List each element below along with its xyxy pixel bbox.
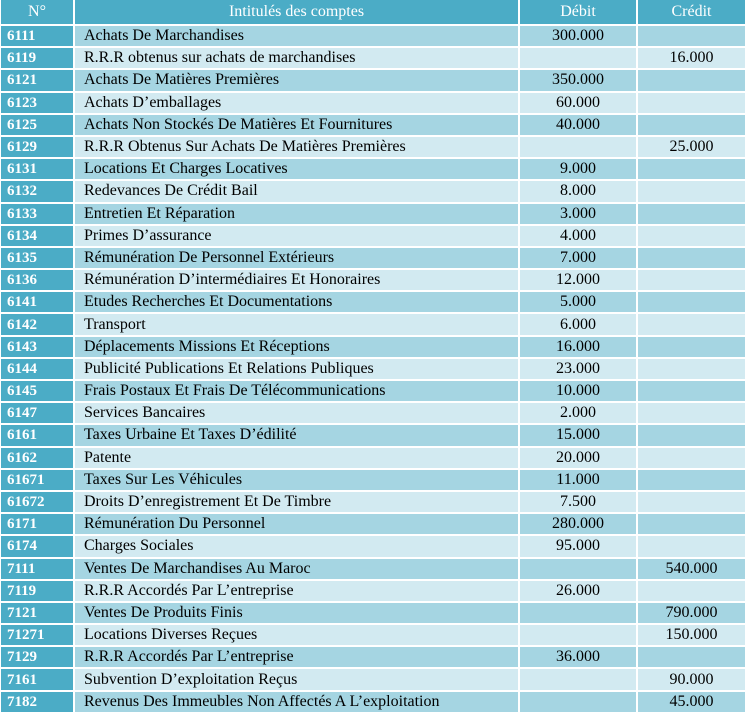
credit-cell xyxy=(637,424,745,446)
table-row xyxy=(1,447,745,469)
credit-cell: 150.000 xyxy=(637,624,745,646)
table-row xyxy=(1,69,745,91)
account-label-cell: R.R.R Accordés Par L’entreprise xyxy=(74,646,519,668)
account-label-cell: Achats D’emballages xyxy=(74,92,519,114)
table-body xyxy=(1,25,745,713)
account-label-cell: Etudes Recherches Et Documentations xyxy=(74,291,519,313)
debit-cell xyxy=(519,668,637,690)
debit-cell: 95.000 xyxy=(519,535,637,557)
table-row xyxy=(1,402,745,424)
table-row xyxy=(1,646,745,668)
account-number-cell: 6144 xyxy=(1,358,74,380)
account-number-cell: 6135 xyxy=(1,247,74,269)
credit-cell xyxy=(637,646,745,668)
credit-cell xyxy=(637,225,745,247)
table-row xyxy=(1,558,745,580)
debit-cell: 16.000 xyxy=(519,336,637,358)
account-number-cell: 71271 xyxy=(1,624,74,646)
credit-cell xyxy=(637,180,745,202)
debit-cell: 9.000 xyxy=(519,158,637,180)
credit-cell: 45.000 xyxy=(637,691,745,713)
table-row xyxy=(1,469,745,491)
table-row xyxy=(1,380,745,402)
account-label-cell: Entretien Et Réparation xyxy=(74,203,519,225)
account-number-cell: 61671 xyxy=(1,469,74,491)
account-label-cell: R.R.R Obtenus Sur Achats De Matières Premières xyxy=(74,136,519,158)
account-label-cell: Primes D’assurance xyxy=(74,225,519,247)
table-row xyxy=(1,180,745,202)
account-number-cell: 7129 xyxy=(1,646,74,668)
account-label-cell: R.R.R Accordés Par L’entreprise xyxy=(74,580,519,602)
account-label-cell: Taxes Urbaine Et Taxes D’édilité xyxy=(74,424,519,446)
account-label-cell: Locations Diverses Reçues xyxy=(74,624,519,646)
account-label-cell: Revenus Des Immeubles Non Affectés A L’exploitation xyxy=(74,691,519,713)
table-row xyxy=(1,225,745,247)
account-label-cell: Rémunération Du Personnel xyxy=(74,513,519,535)
account-number-cell: 6133 xyxy=(1,203,74,225)
credit-cell xyxy=(637,269,745,291)
header-credit: Crédit xyxy=(637,0,745,25)
credit-cell xyxy=(637,69,745,91)
debit-cell: 40.000 xyxy=(519,114,637,136)
credit-cell xyxy=(637,158,745,180)
table-row xyxy=(1,424,745,446)
debit-cell: 7.000 xyxy=(519,247,637,269)
table-row xyxy=(1,691,745,713)
debit-cell: 7.500 xyxy=(519,491,637,513)
credit-cell xyxy=(637,513,745,535)
debit-cell: 60.000 xyxy=(519,92,637,114)
header-label: Intitulés des comptes xyxy=(74,0,519,25)
account-number-cell: 7161 xyxy=(1,668,74,690)
table-row xyxy=(1,136,745,158)
table-row xyxy=(1,247,745,269)
credit-cell: 540.000 xyxy=(637,558,745,580)
header-row xyxy=(1,0,745,25)
account-number-cell: 7119 xyxy=(1,580,74,602)
account-number-cell: 7111 xyxy=(1,558,74,580)
debit-cell: 12.000 xyxy=(519,269,637,291)
credit-cell xyxy=(637,203,745,225)
credit-cell xyxy=(637,358,745,380)
debit-cell xyxy=(519,47,637,69)
header-debit: Débit xyxy=(519,0,637,25)
debit-cell: 26.000 xyxy=(519,580,637,602)
account-number-cell: 61672 xyxy=(1,491,74,513)
account-label-cell: R.R.R obtenus sur achats de marchandises xyxy=(74,47,519,69)
debit-cell: 20.000 xyxy=(519,447,637,469)
account-label-cell: Charges Sociales xyxy=(74,535,519,557)
table-row xyxy=(1,668,745,690)
account-label-cell: Redevances De Crédit Bail xyxy=(74,180,519,202)
debit-cell: 3.000 xyxy=(519,203,637,225)
account-number-cell: 7182 xyxy=(1,691,74,713)
account-label-cell: Patente xyxy=(74,447,519,469)
account-number-cell: 6125 xyxy=(1,114,74,136)
account-label-cell: Ventes De Marchandises Au Maroc xyxy=(74,558,519,580)
table-row xyxy=(1,358,745,380)
debit-cell: 15.000 xyxy=(519,424,637,446)
credit-cell xyxy=(637,580,745,602)
credit-cell xyxy=(637,247,745,269)
table-row xyxy=(1,602,745,624)
account-label-cell: Locations Et Charges Locatives xyxy=(74,158,519,180)
credit-cell xyxy=(637,313,745,335)
account-label-cell: Rémunération De Personnel Extérieurs xyxy=(74,247,519,269)
debit-cell: 4.000 xyxy=(519,225,637,247)
credit-cell xyxy=(637,114,745,136)
account-number-cell: 6171 xyxy=(1,513,74,535)
credit-cell xyxy=(637,447,745,469)
credit-cell xyxy=(637,535,745,557)
credit-cell: 16.000 xyxy=(637,47,745,69)
account-label-cell: Achats De Matières Premières xyxy=(74,69,519,91)
debit-cell xyxy=(519,136,637,158)
table-row xyxy=(1,624,745,646)
credit-cell xyxy=(637,380,745,402)
account-number-cell: 6143 xyxy=(1,336,74,358)
account-number-cell: 6134 xyxy=(1,225,74,247)
table-row xyxy=(1,491,745,513)
debit-cell: 280.000 xyxy=(519,513,637,535)
debit-cell: 350.000 xyxy=(519,69,637,91)
debit-cell: 8.000 xyxy=(519,180,637,202)
header-num: N° xyxy=(1,0,74,25)
debit-cell xyxy=(519,691,637,713)
debit-cell: 6.000 xyxy=(519,313,637,335)
table-row xyxy=(1,203,745,225)
account-number-cell: 6129 xyxy=(1,136,74,158)
credit-cell xyxy=(637,402,745,424)
account-number-cell: 6142 xyxy=(1,313,74,335)
account-number-cell: 6123 xyxy=(1,92,74,114)
account-number-cell: 6111 xyxy=(1,25,74,47)
account-number-cell: 6121 xyxy=(1,69,74,91)
account-number-cell: 6174 xyxy=(1,535,74,557)
account-number-cell: 7121 xyxy=(1,602,74,624)
table-row xyxy=(1,580,745,602)
credit-cell xyxy=(637,25,745,47)
account-label-cell: Achats De Marchandises xyxy=(74,25,519,47)
account-number-cell: 6145 xyxy=(1,380,74,402)
account-label-cell: Transport xyxy=(74,313,519,335)
account-label-cell: Publicité Publications Et Relations Publiques xyxy=(74,358,519,380)
table-row xyxy=(1,92,745,114)
credit-cell: 790.000 xyxy=(637,602,745,624)
account-number-cell: 6131 xyxy=(1,158,74,180)
credit-cell xyxy=(637,92,745,114)
account-number-cell: 6161 xyxy=(1,424,74,446)
table-row xyxy=(1,291,745,313)
account-label-cell: Rémunération D’intermédiaires Et Honoraires xyxy=(74,269,519,291)
table-row xyxy=(1,269,745,291)
debit-cell xyxy=(519,558,637,580)
account-number-cell: 6141 xyxy=(1,291,74,313)
account-label-cell: Déplacements Missions Et Réceptions xyxy=(74,336,519,358)
debit-cell: 10.000 xyxy=(519,380,637,402)
account-label-cell: Ventes De Produits Finis xyxy=(74,602,519,624)
table-row xyxy=(1,114,745,136)
account-label-cell: Droits D’enregistrement Et De Timbre xyxy=(74,491,519,513)
credit-cell: 90.000 xyxy=(637,668,745,690)
table-row xyxy=(1,513,745,535)
table-row xyxy=(1,535,745,557)
account-label-cell: Taxes Sur Les Véhicules xyxy=(74,469,519,491)
account-number-cell: 6162 xyxy=(1,447,74,469)
debit-cell xyxy=(519,624,637,646)
account-number-cell: 6132 xyxy=(1,180,74,202)
account-label-cell: Frais Postaux Et Frais De Télécommunications xyxy=(74,380,519,402)
credit-cell xyxy=(637,291,745,313)
account-number-cell: 6119 xyxy=(1,47,74,69)
table-row xyxy=(1,336,745,358)
credit-cell xyxy=(637,469,745,491)
debit-cell: 11.000 xyxy=(519,469,637,491)
debit-cell: 5.000 xyxy=(519,291,637,313)
account-number-cell: 6136 xyxy=(1,269,74,291)
account-number-cell: 6147 xyxy=(1,402,74,424)
debit-cell: 300.000 xyxy=(519,25,637,47)
debit-cell: 23.000 xyxy=(519,358,637,380)
credit-cell: 25.000 xyxy=(637,136,745,158)
table-row xyxy=(1,158,745,180)
table-row xyxy=(1,47,745,69)
accounts-table xyxy=(1,0,745,714)
table-row xyxy=(1,25,745,47)
credit-cell xyxy=(637,336,745,358)
account-label-cell: Achats Non Stockés De Matières Et Fournitures xyxy=(74,114,519,136)
debit-cell xyxy=(519,602,637,624)
account-label-cell: Services Bancaires xyxy=(74,402,519,424)
debit-cell: 2.000 xyxy=(519,402,637,424)
account-label-cell: Subvention D’exploitation Reçus xyxy=(74,668,519,690)
debit-cell: 36.000 xyxy=(519,646,637,668)
table-row xyxy=(1,313,745,335)
credit-cell xyxy=(637,491,745,513)
